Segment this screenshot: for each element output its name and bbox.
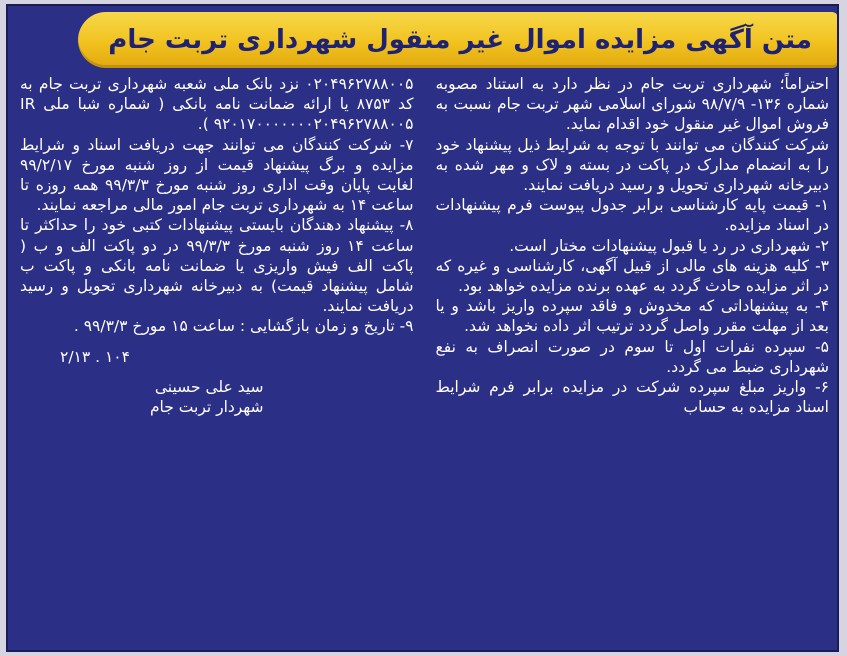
signer-name: سید علی حسینی	[154, 377, 264, 396]
right-column	[436, 74, 830, 644]
clause-6-continued: ۰۲۰۴۹۶۲۷۸۸۰۰۵ نزد بانک ملی شعبه شهرداری تربت جام به کد ۸۷۵۳ یا ارائه ضمانت نامه بانکی ( شماره شبا ملی IR ۹۲۰۱۷۰۰۰۰۰۰۰۲۰۴۹۶۲۷۸۸۰۰۵ ).	[20, 75, 414, 134]
paragraph-intro: احتراماً؛ شهرداری تربت جام در نظر دارد به استناد مصوبه شماره ۱۳۶- ۹۸/۷/۹ شورای اسلامی شهر تربت جام نسبت به فروش اموال غیر منقول خود اقدام نماید.	[435, 75, 829, 134]
clause-1: ۱- قیمت پایه کارشناسی برابر جدول پیوست فرم پیشنهادات در اسناد مزایده.	[435, 196, 829, 235]
clause-4: ۴- به پیشنهاداتی که مخدوش و فاقد سپرده واریز باشد و یا بعد از مهلت مقرر واصل گردد ترتیب اثر داده نخواهد شد.	[435, 297, 829, 336]
left-column	[20, 74, 414, 644]
notice-body	[20, 74, 829, 644]
clause-2: ۲- شهرداری در رد یا قبول پیشنهادات مختار است.	[509, 236, 829, 255]
clause-3: ۳- کلیه هزینه های مالی از قبیل آگهی، کارشناسی و غیره که در اثر مزایده حادث گردد به عهده برنده مزایده خواهد بود.	[435, 256, 829, 296]
clause-6: ۶- واریز مبلغ سپرده شرکت در مزایده برابر فرم شرایط اسناد مزایده به حساب	[435, 378, 829, 417]
reference-number: ۲/۱۳ . ۱۰۴	[60, 347, 130, 366]
paragraph-conditions: شرکت کنندگان می توانند با توجه به شرایط ذیل پیشنهاد خود را به انضمام مدارک در پاکت در بسته و لاک و مهر شده به دبیرخانه شهرداری تحویل و رسید دریافت نمایند.	[435, 135, 829, 195]
notice-title: متن آگهی مزایده اموال غیر منقول شهرداری تربت جام	[108, 25, 812, 55]
clause-9: ۹- تاریخ و زمان بازگشایی : ساعت ۱۵ مورخ ۹۹/۳/۳ .	[73, 317, 414, 336]
title-banner	[78, 12, 838, 68]
clause-7: ۷- شرکت کنندگان می توانند جهت دریافت اسناد و شرایط مزایده و برگ پیشنهاد قیمت از روز شنبه مورخ ۹۹/۲/۱۷ لغایت پایان وقت اداری روز شنبه مورخ ۹۹/۳/۳ همه روزه تا ساعت ۱۴ به شهرداری تربت جام امور مالی مراجعه نمایند.	[20, 135, 414, 215]
signer	[20, 377, 414, 417]
clause-5: ۵- سپرده نفرات اول تا سوم در صورت انصراف به نفع شهرداری ضبط می گردد.	[435, 337, 829, 376]
notice-frame	[6, 4, 839, 652]
clause-8: ۸- پیشنهاد دهندگان بایستی پیشنهادات کتبی خود را حداکثر تا ساعت ۱۴ روز شنبه مورخ ۹۹/۳/۳ در دو پاکت الف و ب ( پاکت الف فیش واریزی یا ضمانت نامه بانکی و پاکت ب شامل پیشنهاد قیمت) به دبیرخانه شهرداری تحویل و رسید دریافت نمایند.	[20, 216, 414, 316]
signer-title: شهردار تربت جام	[149, 398, 264, 417]
signature-block	[20, 347, 414, 418]
